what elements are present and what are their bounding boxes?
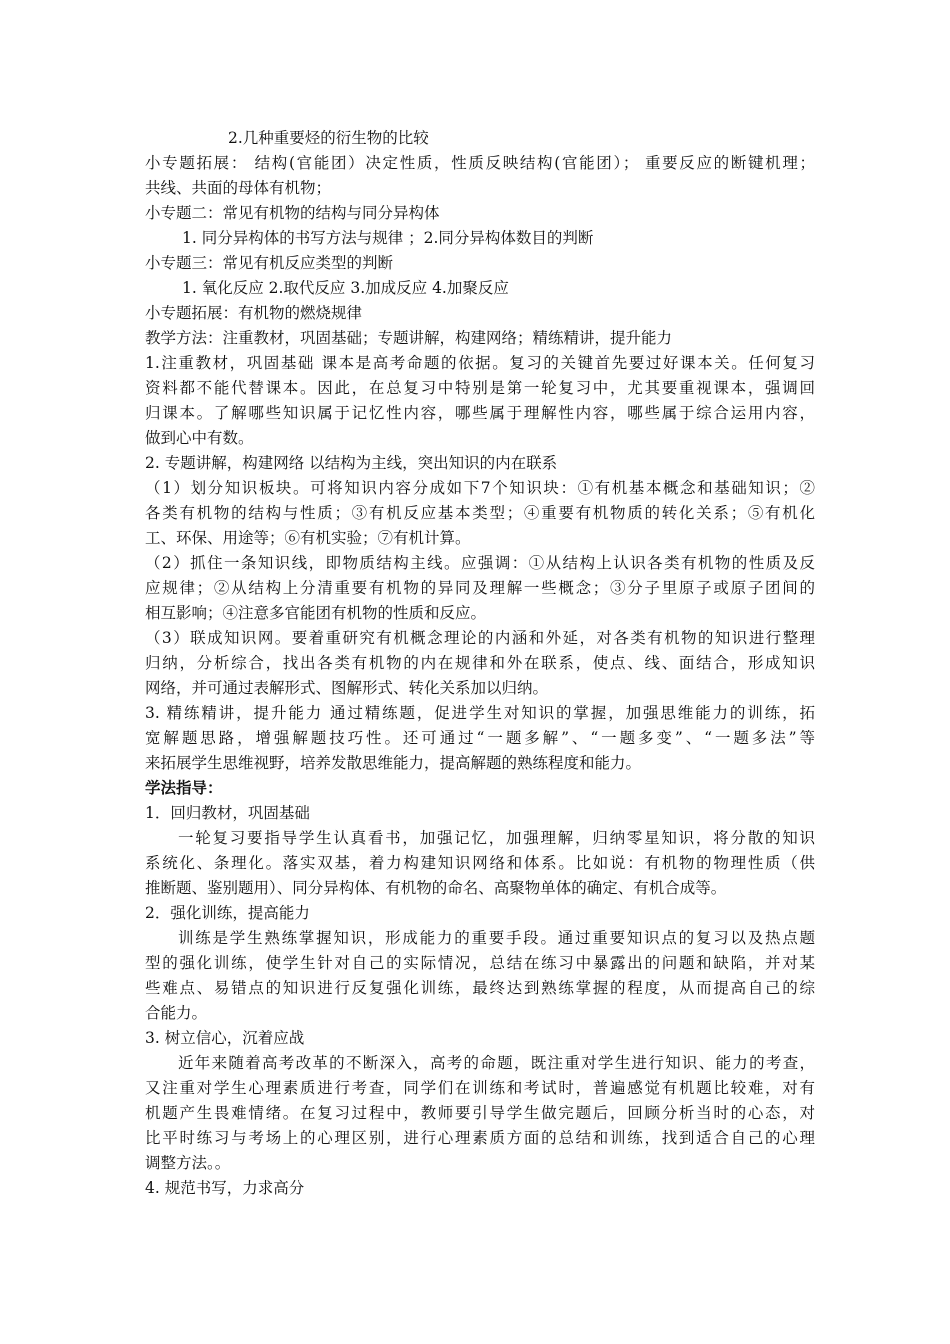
text-line: 训练是学生熟练掌握知识，形成能力的重要手段。通过重要知识点的复习以及热点题 — [178, 929, 815, 947]
text-line: 型的强化训练，使学生针对自己的实际情况，总结在练习中暴露出的问题和缺陷，并对某 — [145, 954, 815, 972]
text-line: 归纳，分析综合，找出各类有机物的内在规律和外在联系，使点、线、面结合，形成知识 — [145, 654, 815, 672]
text-line: 小专题拓展：有机物的燃烧规律 — [145, 304, 363, 322]
text-line: 相互影响；④注意多官能团有机物的性质和反应。 — [145, 604, 487, 622]
text-line: 系统化、条理化。落实双基，着力构建知识网络和体系。比如说：有机物的物理性质（供 — [145, 854, 815, 872]
text-line: 2．强化训练，提高能力 — [145, 904, 310, 922]
text-line: （3）联成知识网。要着重研究有机概念理论的内涵和外延，对各类有机物的知识进行整理 — [145, 629, 815, 647]
text-line: 1. 氧化反应 2.取代反应 3.加成反应 4.加聚反应 — [182, 279, 509, 297]
text-line: 2. 专题讲解，构建网络 以结构为主线，突出知识的内在联系 — [145, 454, 558, 472]
text-line: 合能力。 — [145, 1004, 208, 1022]
text-line: 2.几种重要烃的衍生物的比较 — [228, 129, 429, 147]
text-line: 4. 规范书写，力求高分 — [145, 1179, 305, 1197]
text-line: 1．回归教材，巩固基础 — [145, 804, 310, 822]
text-line: 又注重对学生心理素质进行考查，同学们在训练和考试时，普遍感觉有机题比较难，对有 — [145, 1079, 815, 1097]
text-line: 宽解题思路，增强解题技巧性。还可通过“一题多解”、“一题多变”、“一题多法”等 — [145, 729, 815, 747]
text-line: 共线、共面的母体有机物； — [145, 179, 332, 197]
text-line: 做到心中有数。 — [145, 429, 254, 447]
text-line: 资料都不能代替课本。因此，在总复习中特别是第一轮复习中，尤其要重视课本，强调回 — [145, 379, 815, 397]
text-line: 1. 同分异构体的书写方法与规律 ；2.同分异构体数目的判断 — [182, 229, 594, 247]
text-line: 教学方法：注重教材，巩固基础；专题讲解，构建网络；精练精讲，提升能力 — [145, 329, 673, 347]
text-line: 调整方法。。 — [145, 1154, 231, 1172]
text-line: 3. 树立信心，沉着应战 — [145, 1029, 305, 1047]
text-line: 1.注重教材，巩固基础 课本是高考命题的依据。复习的关键首先要过好课本关。任何复习 — [145, 354, 815, 372]
text-line: （2）抓住一条知识线，即物质结构主线。应强调：①从结构上认识各类有机物的性质及反 — [145, 554, 815, 572]
text-line: 小专题二：常见有机物的结构与同分异构体 — [145, 204, 440, 222]
text-line: 应规律；②从结构上分清重要有机物的异同及理解一些概念；③分子里原子或原子团间的 — [145, 579, 815, 597]
text-line: （1）划分知识板块。可将知识内容分成如下7个知识块：①有机基本概念和基础知识；② — [145, 479, 815, 497]
text-line: 各类有机物的结构与性质；③有机反应基本类型；④重要有机物质的转化关系；⑤有机化 — [145, 504, 815, 522]
text-line: 来拓展学生思维视野，培养发散思维能力，提高解题的熟练程度和能力。 — [145, 754, 642, 772]
text-line: 3. 精练精讲，提升能力 通过精练题，促进学生对知识的掌握，加强思维能力的训练，拓 — [145, 704, 815, 722]
text-line: 些难点、易错点的知识进行反复强化训练，最终达到熟练掌握的程度，从而提高自己的综 — [145, 979, 815, 997]
text-line: 小专题三：常见有机反应类型的判断 — [145, 254, 394, 272]
section-heading: 学法指导： — [145, 778, 223, 797]
text-line: 机题产生畏难情绪。在复习过程中，教师要引导学生做完题后，回顾分析当时的心态，对 — [145, 1104, 815, 1122]
text-line: 比平时练习与考场上的心理区别，进行心理素质方面的总结和训练，找到适合自己的心理 — [145, 1129, 815, 1147]
text-line: 一轮复习要指导学生认真看书，加强记忆，加强理解，归纳零星知识，将分散的知识 — [178, 829, 815, 847]
text-line: 推断题、鉴别题用）、同分异构体、有机物的命名、高聚物单体的确定、有机合成等。 — [145, 879, 727, 897]
text-line: 近年来随着高考改革的不断深入，高考的命题，既注重对学生进行知识、能力的考查， — [178, 1054, 815, 1072]
text-line: 归课本。了解哪些知识属于记忆性内容，哪些属于理解性内容，哪些属于综合运用内容， — [145, 404, 815, 422]
text-line: 网络，并可通过表解形式、图解形式、转化关系加以归纳。 — [145, 679, 549, 697]
text-line: 工、环保、用途等；⑥有机实验；⑦有机计算。 — [145, 529, 471, 547]
text-line: 小专题拓展： 结构(官能团）决定性质，性质反映结构(官能团）； 重要反应的断键机理； — [145, 154, 815, 172]
